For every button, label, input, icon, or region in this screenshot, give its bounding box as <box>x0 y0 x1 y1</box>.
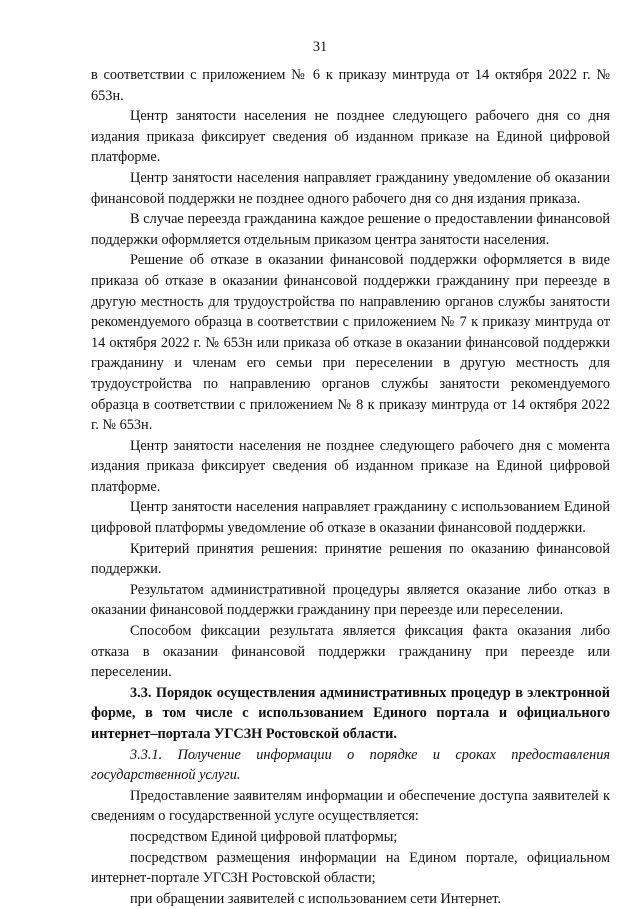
paragraph: Предоставление заявителям информации и обеспечение доступа заявителей к сведениям о государственной услуге осуществляется: <box>91 787 610 825</box>
paragraph: Результатом административной процедуры является оказание либо отказ в оказании финансовой поддержки гражданину при переезде или переселении. <box>91 581 610 619</box>
paragraph: Решение об отказе в оказании финансовой поддержки оформляется в виде приказа об отказе в оказании финансовой поддержки гражданину при переезде в другую местность для трудоустройства по направлению органов службы занятости рекомендуемого образца в соответствии с приложением № 7 к приказу минтруда от 14 октября 2022 г. № 653н или приказа об отказе в оказании финансовой поддержки гражданину и членам его семьи при переселении в другую местность для трудоустройства по направлению органов службы занятости рекомендуемого образца в соответствии с приложением № 8 к приказу минтруда от 14 октября 2022 г. № 653н. <box>91 252 610 434</box>
document-body <box>91 65 610 909</box>
list-item: посредством Единой цифровой платформы; <box>130 828 398 845</box>
paragraph: Центр занятости населения направляет гражданину с использованием Единой цифровой платформы уведомление об отказе в оказании финансовой поддержки. <box>91 499 610 537</box>
paragraph: Центр занятости населения не позднее следующего рабочего дня со дня издания приказа фиксирует сведения об изданном приказе на Единой цифровой платформе. <box>91 108 610 166</box>
paragraph: Центр занятости населения не позднее следующего рабочего дня с момента издания приказа фиксирует сведения об изданном приказе на Единой цифровой платформе. <box>91 437 610 495</box>
list-item: посредством размещения информации на Едином портале, официальном интернет-портале УГСЗН Ростовской области; <box>91 849 610 887</box>
paragraph: Способом фиксации результата является фиксация факта оказания либо отказа в оказании финансовой поддержки гражданину при переезде или переселении. <box>91 623 610 681</box>
section-heading: 3.3. Порядок осуществления административных процедур в электронной форме, в том числе с использованием Единого портала и официального интернет–портала УГСЗН Ростовской области. <box>91 684 610 742</box>
paragraph: Центр занятости населения направляет гражданину уведомление об оказании финансовой поддержки не позднее одного рабочего дня со дня издания приказа. <box>91 169 610 207</box>
paragraph: В случае переезда гражданина каждое решение о предоставлении финансовой поддержки оформляется отдельным приказом центра занятости населения. <box>91 211 610 248</box>
list-item: при обращении заявителей с использованием сети Интернет. <box>130 890 501 907</box>
paragraph: Критерий принятия решения: принятие решения по оказанию финансовой поддержки. <box>91 540 610 578</box>
page-number: 31 <box>312 39 328 55</box>
paragraph: в соответствии с приложением № 6 к приказу минтруда от 14 октября 2022 г. № 653н. <box>91 67 610 104</box>
subsection-heading: 3.3.1. Получение информации о порядке и сроках предоставления государственной услуги. <box>91 746 610 784</box>
